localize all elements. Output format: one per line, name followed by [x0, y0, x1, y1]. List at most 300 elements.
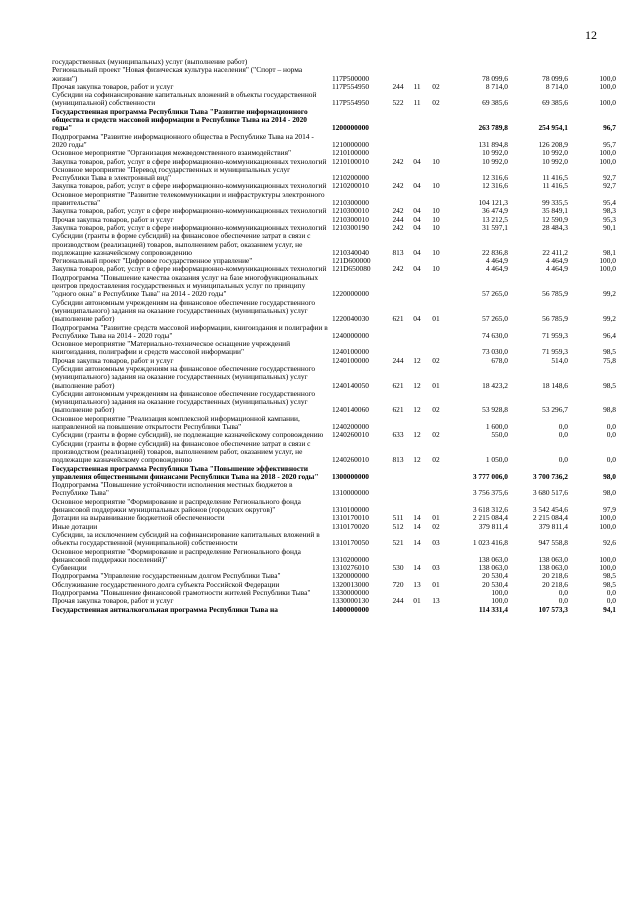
expense-type: 522: [392, 98, 404, 108]
expense-type: 720: [392, 580, 404, 589]
execution-percent: 100,0: [599, 522, 616, 531]
planned-amount: 12 316,6: [482, 173, 508, 183]
subsection-code: [426, 589, 446, 597]
execution-percent: 99,2: [603, 314, 616, 324]
table-row: [52, 191, 616, 208]
target-code: 1220040030: [332, 314, 369, 324]
section-code: 01: [413, 597, 421, 606]
planned-amount: 114 331,4: [478, 605, 508, 614]
execution-percent: 100,0: [599, 98, 616, 108]
executed-amount: 18 148,6: [542, 380, 568, 390]
executed-amount: 254 954,1: [538, 123, 568, 133]
table-row: [52, 58, 616, 66]
section-code: 04: [413, 157, 421, 166]
planned-amount: 31 597,1: [482, 223, 508, 232]
subsection-code: 01: [432, 380, 440, 390]
planned-amount: 3 618 312,6: [472, 505, 508, 515]
executed-amount: 3 542 454,6: [532, 505, 568, 515]
planned-amount: 100,0: [491, 597, 508, 606]
executed-amount: 12 590,9: [542, 215, 568, 224]
execution-percent: 95,3: [603, 215, 616, 224]
executed-amount: 0,0: [558, 597, 568, 606]
subsection-code: 10: [432, 223, 440, 232]
planned-amount: 3 756 375,6: [472, 488, 508, 498]
subsection-code: 10: [432, 182, 440, 191]
expense-type: [388, 149, 408, 157]
section-code: [408, 66, 426, 83]
subsection-code: 02: [432, 431, 440, 440]
planned-amount: 2 215 084,4: [472, 514, 508, 523]
executed-amount: 0,0: [558, 422, 568, 432]
execution-percent: 98,0: [603, 488, 616, 498]
planned-amount: 1 023 416,8: [472, 538, 508, 548]
subsection-code: 10: [432, 157, 440, 166]
target-code: 1210300000: [332, 198, 369, 208]
target-code: 1210000000: [332, 139, 369, 149]
execution-percent: 90,1: [603, 223, 616, 232]
planned-amount: 8 714,0: [485, 82, 508, 91]
execution-percent: 100,0: [599, 73, 616, 83]
section-code: 14: [413, 564, 421, 573]
table-row: [52, 66, 616, 83]
table-row: [52, 357, 616, 365]
row-name: Основное мероприятие "Формирование и распределение Регионального фонда финансовой поддержки поселений)": [52, 547, 301, 564]
planned-amount: 57 265,0: [482, 314, 508, 324]
row-name: Подпрограмма "Развитие средств массовой информации, книгоиздания и полиграфии в Республике Тыва на 2014 - 2020 годы": [52, 323, 328, 340]
execution-percent: 100,0: [599, 514, 616, 523]
execution-percent: 100,0: [599, 554, 616, 564]
execution-percent: 98,5: [603, 572, 616, 581]
table-row: [52, 149, 616, 157]
target-code: 1240140060: [332, 405, 369, 415]
section-code: 14: [413, 538, 421, 548]
subsection-code: [426, 324, 446, 341]
executed-amount: 0,0: [558, 589, 568, 597]
section-code: [408, 340, 426, 357]
planned-amount: 22 836,8: [482, 247, 508, 257]
executed-amount: 138 063,0: [538, 554, 568, 564]
table-row: [52, 390, 616, 415]
table-row: [52, 166, 616, 183]
executed-amount: 71 959,3: [542, 330, 568, 340]
section-code: 12: [413, 455, 421, 465]
executed-amount: [508, 58, 568, 66]
execution-percent: 97,9: [603, 505, 616, 515]
subsection-code: [426, 66, 446, 83]
row-name: Закупка товаров, работ, услуг в сфере информационно-коммуникационных технологий: [52, 182, 327, 191]
expense-type: [388, 274, 408, 299]
table-row: [52, 514, 616, 522]
target-code: 1200000000: [332, 123, 369, 133]
row-name: Субвенции: [52, 564, 87, 573]
expense-type: 242: [392, 182, 404, 191]
table-row: [52, 108, 616, 133]
planned-amount: 20 530,4: [482, 580, 508, 589]
target-code: 1240100000: [332, 356, 369, 365]
target-code: 1210200010: [332, 182, 369, 191]
row-name: Дотации на выравнивание бюджетной обеспеченности: [52, 514, 225, 523]
executed-amount: 0,0: [558, 431, 568, 440]
row-name: Субсидии (гранты в форме субсидий) на финансовое обеспечение затрат в связи с производством (реализацией) товаров, выполнением работ, оказанием услуг, не подлежащие казначейскому сопровождению: [52, 232, 311, 257]
subsection-code: [426, 166, 446, 183]
executed-amount: 138 063,0: [538, 564, 568, 573]
execution-percent: 98,5: [603, 347, 616, 357]
executed-amount: 4 464,9: [545, 257, 568, 266]
table-row: [52, 216, 616, 224]
execution-percent: 100,0: [599, 257, 616, 266]
section-code: 11: [413, 98, 421, 108]
target-code: 1240000000: [332, 330, 369, 340]
planned-amount: 69 385,6: [482, 98, 508, 108]
subsection-code: [426, 58, 446, 66]
section-code: [408, 572, 426, 580]
row-name: Подпрограмма "Повышение качества оказания услуг на базе многофункциональных центров предоставления государственных и муниципальных услуг по принципу "одного окна" в Республике Тыва" на 2014 - 2020 годы": [52, 273, 319, 299]
table-row: [52, 606, 616, 614]
executed-amount: 10 992,0: [542, 157, 568, 166]
expense-type: [388, 133, 408, 150]
planned-amount: 3 777 006,0: [472, 471, 508, 481]
subsection-code: [426, 191, 446, 208]
planned-amount: 100,0: [491, 589, 508, 597]
row-name: Основное мероприятие "Организация межведомственного взаимодействия": [52, 149, 292, 158]
table-row: [52, 265, 616, 273]
table-row: [52, 340, 616, 357]
section-code: 04: [413, 314, 421, 324]
section-code: 11: [413, 82, 421, 91]
planned-amount: 10 992,0: [482, 157, 508, 166]
section-code: [408, 548, 426, 565]
table-row: [52, 274, 616, 299]
row-name: государственных (муниципальных) услуг (выполнение работ): [52, 58, 248, 66]
execution-percent: 96,4: [603, 330, 616, 340]
table-row: [52, 415, 616, 432]
target-code: 117P500000: [332, 73, 370, 83]
planned-amount: 73 030,0: [482, 347, 508, 357]
row-name: Закупка товаров, работ, услуг в сфере информационно-коммуникационных технологий: [52, 157, 327, 166]
table-row: [52, 224, 616, 232]
executed-amount: 4 464,9: [545, 265, 568, 274]
row-name: Субсидии автономным учреждениям на финансовое обеспечение государственного (муниципального) задания на оказание государственных (муниципальных) услуг (выполнение работ): [52, 389, 316, 415]
table-row: [52, 481, 616, 498]
subsection-code: [426, 274, 446, 299]
target-code: 1240260010: [332, 431, 369, 440]
target-code: 1210100010: [332, 157, 369, 166]
execution-percent: 100,0: [599, 149, 616, 158]
section-code: [408, 191, 426, 208]
expense-type: 512: [392, 522, 404, 531]
execution-percent: 100,0: [599, 157, 616, 166]
row-name: Подпрограмма "Повышение устойчивости исполнения местных бюджетов в Республике Тыва": [52, 481, 293, 498]
section-code: [408, 257, 426, 265]
expense-type: [388, 498, 408, 515]
subsection-code: 02: [432, 455, 440, 465]
section-code: 12: [413, 405, 421, 415]
section-code: [408, 149, 426, 157]
expense-type: [388, 66, 408, 83]
page-number: 12: [585, 28, 597, 42]
planned-amount: [446, 58, 508, 66]
expense-type: 521: [392, 538, 404, 548]
section-code: 04: [413, 265, 421, 274]
row-name: Прочая закупка товаров, работ и услуг: [52, 356, 174, 365]
target-code: 117P554950: [332, 98, 370, 108]
subsection-code: 02: [432, 522, 440, 531]
expense-type: [388, 166, 408, 183]
execution-percent: 98,8: [603, 405, 616, 415]
table-row: [52, 531, 616, 548]
expense-type: 621: [392, 314, 404, 324]
target-code: 1330000000: [332, 589, 369, 597]
subsection-code: [426, 149, 446, 157]
row-name: Подпрограмма "Повышение финансовой грамотности жителей Республики Тыва": [52, 589, 311, 597]
execution-percent: 75,8: [603, 356, 616, 365]
target-code: [332, 58, 388, 66]
executed-amount: 2 215 084,4: [532, 514, 568, 523]
executed-amount: 20 218,6: [542, 572, 568, 581]
target-code: 1240200000: [332, 422, 369, 432]
planned-amount: 678,0: [491, 356, 508, 365]
target-code: 1240100000: [332, 347, 369, 357]
execution-percent: 0,0: [606, 455, 616, 465]
planned-amount: 13 212,5: [482, 215, 508, 224]
subsection-code: [426, 465, 446, 482]
budget-table: [52, 58, 616, 614]
section-code: 12: [413, 431, 421, 440]
section-code: [408, 606, 426, 614]
target-code: 1320000000: [332, 572, 369, 581]
section-code: 14: [413, 514, 421, 523]
section-code: 04: [413, 182, 421, 191]
subsection-code: [426, 257, 446, 265]
section-code: 04: [413, 223, 421, 232]
expense-type: [388, 257, 408, 265]
execution-percent: 94,1: [603, 605, 616, 614]
target-code: 1210100000: [332, 149, 369, 158]
row-name: Субсидии на софинансирование капитальных вложений в объекты государственной (муниципальной) собственности: [52, 91, 317, 108]
row-name: Субсидии (гранты в форме субсидий), не подлежащие казначейскому сопровождению: [52, 431, 324, 440]
planned-amount: 18 423,2: [482, 380, 508, 390]
table-row: [52, 257, 616, 265]
planned-amount: 78 099,6: [482, 73, 508, 83]
expense-type: [388, 108, 408, 133]
expense-type: 511: [392, 514, 404, 523]
expense-type: 621: [392, 380, 404, 390]
table-row: [52, 232, 616, 257]
table-row: [52, 324, 616, 341]
subsection-code: [426, 498, 446, 515]
subsection-code: 01: [432, 580, 440, 589]
executed-amount: 69 385,6: [542, 98, 568, 108]
table-row: [52, 572, 616, 580]
execution-percent: 95,7: [603, 139, 616, 149]
table-row: [52, 91, 616, 108]
executed-amount: 379 811,4: [538, 522, 568, 531]
executed-amount: 56 785,9: [542, 314, 568, 324]
table-row: [52, 498, 616, 515]
table-row: [52, 597, 616, 605]
section-code: 04: [413, 207, 421, 216]
row-name: Основное мероприятие "Перевод государственных и муниципальных услуг Республики Тыва в электронный вид": [52, 165, 291, 183]
row-name: Субсидии автономным учреждениям на финансовое обеспечение государственного (муниципального) задания на оказание государственных (муниципальных) услуг (выполнение работ): [52, 298, 316, 324]
execution-percent: 0,0: [606, 597, 616, 606]
table-row: [52, 589, 616, 597]
target-code: 117P554950: [332, 82, 370, 91]
subsection-code: [426, 340, 446, 357]
target-code: 1240140050: [332, 380, 369, 390]
executed-amount: 126 208,9: [538, 139, 568, 149]
execution-percent: 98,1: [603, 247, 616, 257]
target-code: 1220000000: [332, 289, 369, 299]
target-code: 121D650080: [332, 265, 371, 274]
executed-amount: 53 296,7: [542, 405, 568, 415]
target-code: 1310000000: [332, 488, 369, 498]
execution-percent: 99,2: [603, 289, 616, 299]
executed-amount: 22 411,2: [542, 247, 568, 257]
planned-amount: 4 464,9: [485, 257, 508, 266]
table-row: [52, 182, 616, 190]
execution-percent: 0,0: [606, 422, 616, 432]
subsection-code: 13: [432, 597, 440, 606]
planned-amount: 1 600,0: [485, 422, 508, 432]
row-name: Государственная антиалкогольная программа Республики Тыва на: [52, 605, 278, 614]
execution-percent: 92,7: [603, 173, 616, 183]
section-code: [408, 481, 426, 498]
planned-amount: 36 474,9: [482, 207, 508, 216]
executed-amount: 11 416,5: [542, 182, 568, 191]
executed-amount: 35 849,1: [542, 207, 568, 216]
target-code: 1210200000: [332, 173, 369, 183]
expense-type: 242: [392, 157, 404, 166]
target-code: 1310170010: [332, 514, 369, 523]
target-code: 1310200000: [332, 554, 369, 564]
table-row: [52, 207, 616, 215]
planned-amount: 10 992,0: [482, 149, 508, 158]
target-code: 1240260010: [332, 455, 369, 465]
executed-amount: 3 680 517,6: [532, 488, 568, 498]
executed-amount: 10 992,0: [542, 149, 568, 158]
subsection-code: 01: [432, 314, 440, 324]
subsection-code: 10: [432, 265, 440, 274]
section-code: [408, 589, 426, 597]
table-row: [52, 581, 616, 589]
target-code: 121D600000: [332, 257, 371, 266]
row-name: Основное мероприятие "Материально-техническое оснащение учреждений книгоиздания, полиграфии и средств массовой информации": [52, 340, 291, 357]
expense-type: 621: [392, 405, 404, 415]
executed-amount: 56 785,9: [542, 289, 568, 299]
subsection-code: 10: [432, 247, 440, 257]
table-row: [52, 465, 616, 482]
subsection-code: [426, 481, 446, 498]
section-code: [408, 498, 426, 515]
subsection-code: 02: [432, 98, 440, 108]
execution-percent: 100,0: [599, 265, 616, 274]
execution-percent: 98,0: [603, 471, 616, 481]
target-code: 1210300010: [332, 207, 369, 216]
planned-amount: 1 050,0: [485, 455, 508, 465]
planned-amount: 131 894,8: [478, 139, 508, 149]
table-row: [52, 440, 616, 465]
row-name: Основное мероприятие "Реализация комплексной информационной кампании, направленной на повышение открытости Республики Тыва": [52, 414, 300, 432]
table-row: [52, 431, 616, 439]
subsection-code: 03: [432, 564, 440, 573]
row-name: Подпрограмма "Развитие информационного общества в Республике Тыва на 2014 - 2020 годы": [52, 132, 314, 149]
executed-amount: 514,0: [551, 356, 568, 365]
execution-percent: 95,4: [603, 198, 616, 208]
target-code: 1310276010: [332, 564, 369, 573]
subsection-code: 02: [432, 356, 440, 365]
row-name: Закупка товаров, работ, услуг в сфере информационно-коммуникационных технологий: [52, 265, 327, 274]
expense-type: [388, 589, 408, 597]
subsection-code: 03: [432, 538, 440, 548]
section-code: [408, 133, 426, 150]
target-code: 1310100000: [332, 505, 369, 515]
row-name: Обслуживание государственного долга субъекта Российской Федерации: [52, 580, 280, 589]
expense-type: [388, 572, 408, 580]
planned-amount: 138 063,0: [478, 554, 508, 564]
expense-type: 244: [392, 215, 404, 224]
table-row: [52, 365, 616, 390]
execution-percent: 92,7: [603, 182, 616, 191]
table-row: [52, 548, 616, 565]
execution-percent: 98,3: [603, 207, 616, 216]
section-code: [408, 465, 426, 482]
table-row: [52, 523, 616, 531]
expense-type: 242: [392, 265, 404, 274]
target-code: 1310170020: [332, 522, 369, 531]
row-name: Государственная программа Республики Тыва "Повышение эффективности управления общественными финансами Республики Тыва на 2018 - 2020 годы": [52, 464, 319, 481]
planned-amount: 74 630,0: [482, 330, 508, 340]
row-name: Субсидии автономным учреждениям на финансовое обеспечение государственного (муниципального) задания на оказание государственных (муниципальных) услуг (выполнение работ): [52, 364, 316, 390]
executed-amount: 0,0: [558, 455, 568, 465]
subsection-code: 02: [432, 405, 440, 415]
expense-type: [388, 58, 408, 66]
table-row: [52, 299, 616, 324]
subsection-code: 01: [432, 514, 440, 523]
section-code: 12: [413, 356, 421, 365]
expense-type: [388, 606, 408, 614]
execution-percent: 98,5: [603, 380, 616, 390]
expense-type: [388, 481, 408, 498]
row-name: Региональный проект "Цифровое государственное управление": [52, 257, 253, 266]
expense-type: [388, 340, 408, 357]
section-code: 13: [413, 580, 421, 589]
expense-type: 633: [392, 431, 404, 440]
planned-amount: 263 789,8: [478, 123, 508, 133]
table-row: [52, 158, 616, 166]
target-code: 1400000000: [332, 605, 369, 614]
section-code: [408, 324, 426, 341]
row-name: Закупка товаров, работ, услуг в сфере информационно-коммуникационных технологий: [52, 207, 327, 216]
target-code: 1300000000: [332, 471, 369, 481]
table-row: [52, 564, 616, 572]
table-row: [52, 133, 616, 150]
row-name: Прочая закупка товаров, работ и услуг: [52, 597, 174, 606]
target-code: 1210300190: [332, 223, 369, 232]
subsection-code: 10: [432, 215, 440, 224]
row-name: Закупка товаров, работ, услуг в сфере информационно-коммуникационных технологий: [52, 223, 327, 232]
expense-type: [388, 191, 408, 208]
subsection-code: [426, 606, 446, 614]
section-code: [408, 108, 426, 133]
table-row: [52, 83, 616, 91]
executed-amount: 11 416,5: [542, 173, 568, 183]
expense-type: 242: [392, 207, 404, 216]
section-code: 12: [413, 380, 421, 390]
executed-amount: 3 700 736,2: [532, 471, 568, 481]
executed-amount: 20 218,6: [542, 580, 568, 589]
section-code: [408, 58, 426, 66]
row-name: Субсидии (гранты в форме субсидий) на финансовое обеспечение затрат в связи с производством (реализацией) товаров, выполнением работ, оказанием услуг, не подлежащие казначейскому сопровождению: [52, 439, 311, 465]
